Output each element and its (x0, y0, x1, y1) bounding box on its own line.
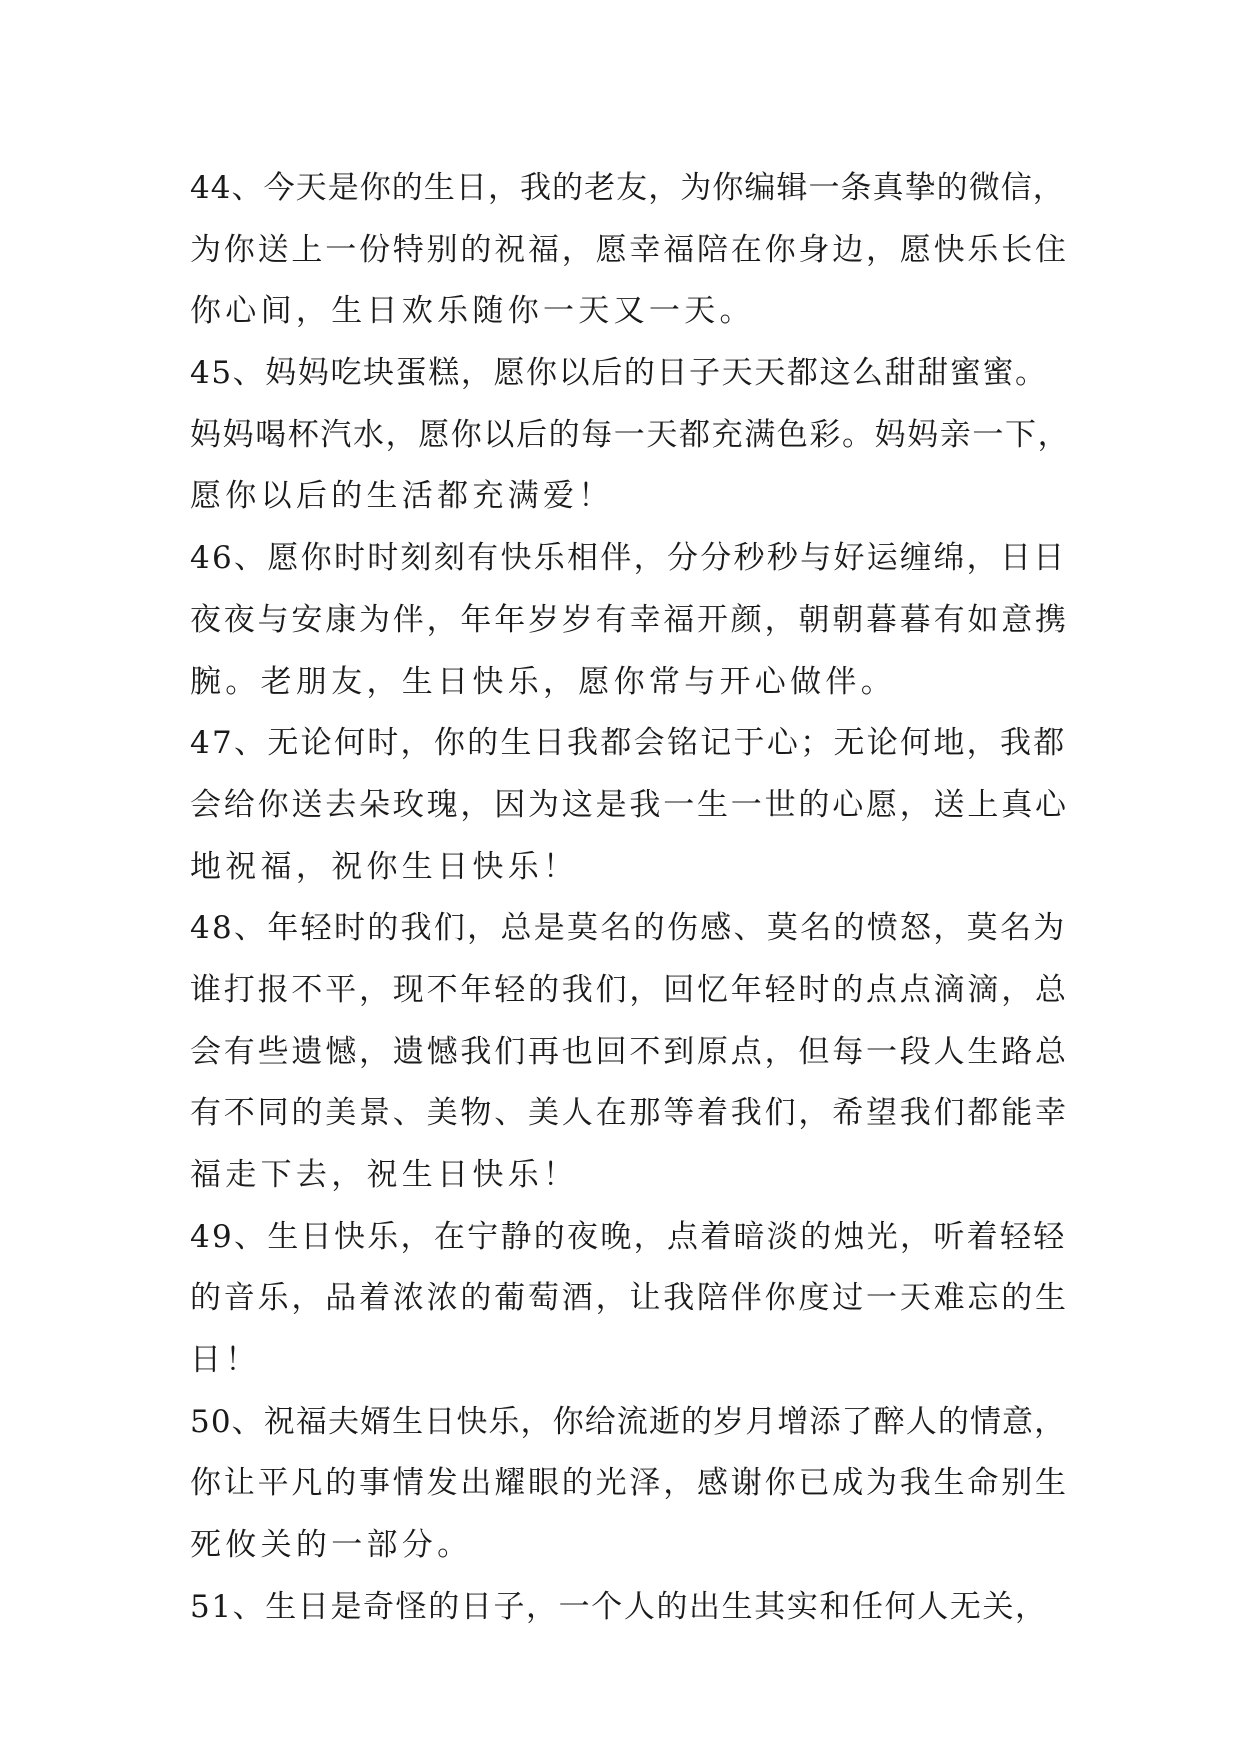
text-line: 福走下去，祝生日快乐！ (190, 1157, 579, 1193)
text-line: 你心间，生日欢乐随你一天又一天。 (190, 293, 755, 330)
text-line: 你让平凡的事情发出耀眼的光泽，感谢你已成为我生命别生 (190, 1465, 1069, 1502)
text-line: 为你送上一份特别的祝福，愿幸福陪在你身边，愿快乐长住 (190, 231, 1069, 268)
text-line: 47、无论何时，你的生日我都会铭记于心；无论何地，我都 (190, 725, 1067, 762)
text-line: 45、妈妈吃块蛋糕，愿你以后的日子天天都这么甜甜蜜蜜。 (190, 355, 1048, 392)
text-line: 44、今天是你的生日，我的老友，为你编辑一条真挚的微信， (190, 170, 1065, 206)
text-line: 地祝福，祝你生日快乐！ (190, 848, 579, 885)
text-line: 51、生日是奇怪的日子，一个人的出生其实和任何人无关， (190, 1588, 1048, 1625)
text-line: 的音乐，品着浓浓的葡萄酒，让我陪伴你度过一天难忘的生 (190, 1280, 1069, 1317)
text-line: 49、生日快乐，在宁静的夜晚，点着暗淡的烛光，听着轻轻 (190, 1218, 1067, 1255)
text-line: 会有些遗憾，遗憾我们再也回不到原点，但每一段人生路总 (190, 1033, 1069, 1070)
text-line: 有不同的美景、美物、美人在那等着我们，希望我们都能幸 (190, 1095, 1069, 1132)
text-line: 46、愿你时时刻刻有快乐相伴，分分秒秒与好运缠绵，日日 (190, 540, 1067, 577)
text-line: 夜夜与安康为伴，年年岁岁有幸福开颜，朝朝暮暮有如意携 (190, 601, 1069, 638)
text-line: 会给你送去朵玫瑰，因为这是我一生一世的心愿，送上真心 (190, 786, 1069, 823)
text-line: 妈妈喝杯汽水，愿你以后的每一天都充满色彩。妈妈亲一下， (190, 416, 1071, 453)
text-line: 48、年轻时的我们，总是莫名的伤感、莫名的愤怒，莫名为 (190, 910, 1067, 947)
text-line: 谁打报不平，现不年轻的我们，回忆年轻时的点点滴滴，总 (190, 971, 1069, 1008)
document-body (190, 158, 1070, 1639)
text-line: 腕。老朋友，生日快乐，愿你常与开心做伴。 (190, 663, 896, 700)
text-line: 死攸关的一部分。 (190, 1527, 473, 1564)
text-line: 愿你以后的生活都充满爱！ (190, 478, 614, 515)
text-line: 50、祝福夫婿生日快乐，你给流逝的岁月增添了醉人的情意， (190, 1403, 1067, 1440)
text-line: 日！ (190, 1342, 261, 1379)
